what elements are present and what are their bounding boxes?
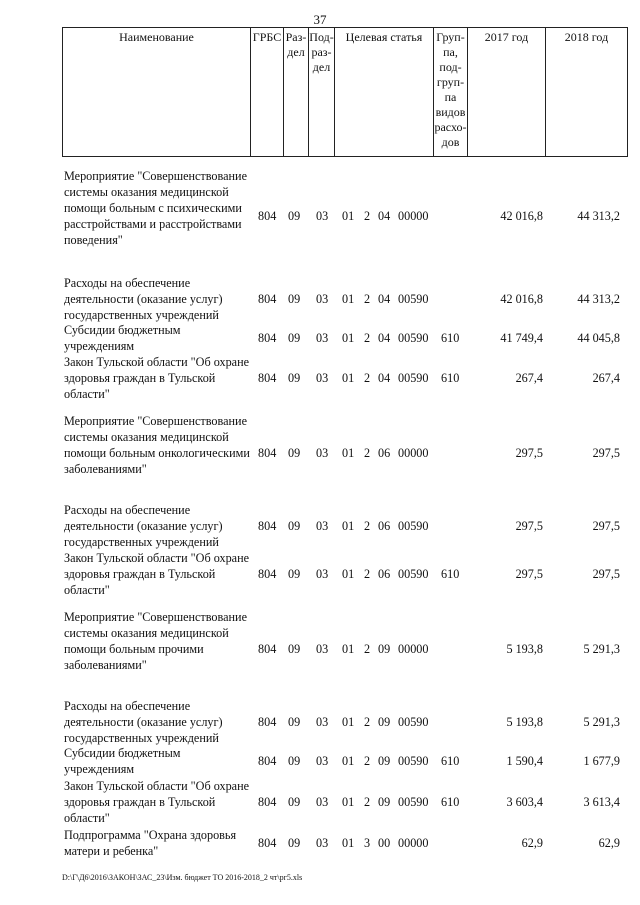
row-target-program: 01	[342, 567, 355, 581]
row-name: Мероприятие "Совершенствование системы оказания медицинской помощи больным онкологическими заболеваниями"	[64, 414, 250, 476]
header-group-line: расхо-	[434, 120, 467, 134]
row-razdel: 09	[288, 519, 301, 533]
row-value-2017: 297,5	[515, 519, 543, 533]
row-value-2017: 297,5	[515, 446, 543, 460]
header-group-line: па,	[443, 45, 458, 59]
row-target-direction: 00590	[398, 331, 429, 345]
row-target-event: 04	[378, 292, 391, 306]
row-target-subprogram: 2	[364, 331, 371, 345]
header-podrazdel-line: Под-	[309, 30, 334, 44]
table-row	[0, 745, 640, 777]
row-name: Расходы на обеспечение деятельности (оказание услуг) государственных учреждений	[64, 276, 223, 322]
table-row	[0, 322, 640, 354]
row-name: Субсидии бюджетным учреждениям	[64, 323, 181, 353]
row-target-direction: 00590	[398, 754, 429, 768]
row-razdel: 09	[288, 642, 301, 656]
header-divider	[627, 27, 628, 157]
row-razdel: 09	[288, 371, 301, 385]
row-podrazdel: 03	[316, 567, 329, 581]
row-value-2018: 44 313,2	[577, 209, 620, 223]
header-divider	[334, 27, 335, 157]
row-expense-type: 610	[441, 795, 460, 809]
row-podrazdel: 03	[316, 642, 329, 656]
row-target-program: 01	[342, 446, 355, 460]
header-group-line: под-	[439, 60, 462, 74]
row-value-2017: 297,5	[515, 567, 543, 581]
header-2018: 2018 год	[564, 30, 609, 44]
row-value-2018: 5 291,3	[583, 642, 620, 656]
row-value-2017: 42 016,8	[500, 292, 543, 306]
row-value-2017: 5 193,8	[506, 715, 543, 729]
row-grbs: 804	[258, 567, 277, 581]
row-podrazdel: 03	[316, 292, 329, 306]
row-target-program: 01	[342, 795, 355, 809]
row-value-2018: 5 291,3	[583, 715, 620, 729]
table-row	[0, 609, 640, 689]
row-target-event: 04	[378, 371, 391, 385]
row-value-2018: 267,4	[592, 371, 620, 385]
row-value-2017: 1 590,4	[506, 754, 543, 768]
row-target-subprogram: 2	[364, 209, 371, 223]
row-value-2018: 3 613,4	[583, 795, 620, 809]
header-divider	[545, 27, 546, 157]
row-grbs: 804	[258, 371, 277, 385]
row-target-event: 06	[378, 446, 391, 460]
header-divider	[62, 27, 63, 157]
row-razdel: 09	[288, 567, 301, 581]
header-divider	[467, 27, 468, 157]
header-target: Целевая статья	[345, 30, 423, 44]
table-row	[0, 275, 640, 323]
row-target-program: 01	[342, 331, 355, 345]
row-value-2017: 3 603,4	[506, 795, 543, 809]
row-razdel: 09	[288, 209, 301, 223]
row-razdel: 09	[288, 836, 301, 850]
row-target-direction: 00590	[398, 519, 429, 533]
row-target-event: 06	[378, 567, 391, 581]
row-target-direction: 00590	[398, 715, 429, 729]
row-value-2018: 44 045,8	[577, 331, 620, 345]
row-target-direction: 00000	[398, 446, 429, 460]
row-target-direction: 00590	[398, 292, 429, 306]
row-target-subprogram: 2	[364, 446, 371, 460]
header-2017: 2017 год	[484, 30, 529, 44]
row-expense-type: 610	[441, 754, 460, 768]
row-target-program: 01	[342, 836, 355, 850]
row-target-direction: 00000	[398, 209, 429, 223]
table-row	[0, 413, 640, 493]
row-target-program: 01	[342, 519, 355, 533]
header-group-line: па	[444, 90, 457, 104]
row-value-2017: 267,4	[515, 371, 543, 385]
row-target-event: 00	[378, 836, 391, 850]
row-podrazdel: 03	[316, 371, 329, 385]
header-razdel-line: дел	[287, 45, 305, 59]
row-target-direction: 00000	[398, 642, 429, 656]
row-target-subprogram: 2	[364, 371, 371, 385]
row-grbs: 804	[258, 715, 277, 729]
row-grbs: 804	[258, 754, 277, 768]
row-target-event: 09	[378, 715, 391, 729]
row-razdel: 09	[288, 331, 301, 345]
header-name: Наименование	[119, 30, 194, 44]
row-target-event: 04	[378, 331, 391, 345]
row-target-direction: 00590	[398, 567, 429, 581]
row-value-2018: 297,5	[592, 519, 620, 533]
row-value-2018: 297,5	[592, 446, 620, 460]
row-grbs: 804	[258, 446, 277, 460]
row-podrazdel: 03	[316, 519, 329, 533]
row-target-event: 09	[378, 795, 391, 809]
header-bottom-border	[62, 156, 628, 157]
file-path-footer: D:\Г\Д6\2016\ЗАКОН\ЗАС_23\Изм. бюджет ТО 2016-2018_2 чт\рг5.xls	[62, 873, 303, 882]
row-target-program: 01	[342, 754, 355, 768]
row-target-event: 06	[378, 519, 391, 533]
header-podrazdel-line: дел	[312, 60, 331, 74]
table-row	[0, 354, 640, 402]
row-grbs: 804	[258, 642, 277, 656]
row-expense-type: 610	[441, 567, 460, 581]
row-grbs: 804	[258, 292, 277, 306]
row-value-2018: 62,9	[598, 836, 620, 850]
header-group-line: Груп-	[436, 30, 465, 44]
row-name: Субсидии бюджетным учреждениям	[64, 746, 181, 776]
table-row	[0, 502, 640, 550]
row-podrazdel: 03	[316, 446, 329, 460]
row-podrazdel: 03	[316, 209, 329, 223]
row-name: Закон Тульской области "Об охране здоровья граждан в Тульской области"	[64, 551, 250, 597]
header-group	[434, 30, 467, 150]
header-divider	[250, 27, 251, 157]
row-target-subprogram: 2	[364, 795, 371, 809]
row-target-subprogram: 2	[364, 642, 371, 656]
row-target-program: 01	[342, 292, 355, 306]
row-target-event: 04	[378, 209, 391, 223]
row-grbs: 804	[258, 836, 277, 850]
row-value-2017: 5 193,8	[506, 642, 543, 656]
row-razdel: 09	[288, 715, 301, 729]
row-name: Подпрограмма "Охрана здоровья матери и ребенка"	[64, 828, 237, 858]
row-target-direction: 00590	[398, 795, 429, 809]
row-value-2018: 297,5	[592, 567, 620, 581]
header-grbs: ГРБС	[252, 30, 282, 44]
header-group-line: дов	[441, 135, 460, 149]
row-grbs: 804	[258, 331, 277, 345]
row-podrazdel: 03	[316, 754, 329, 768]
row-value-2017: 41 749,4	[500, 331, 543, 345]
row-razdel: 09	[288, 446, 301, 460]
row-name: Мероприятие "Совершенствование системы оказания медицинской помощи больным с психическими расстройствами и расстройствами поведения"	[64, 169, 247, 247]
row-target-subprogram: 2	[364, 292, 371, 306]
table-row	[0, 827, 640, 859]
row-target-subprogram: 3	[364, 836, 371, 850]
row-target-subprogram: 2	[364, 567, 371, 581]
row-name: Закон Тульской области "Об охране здоровья граждан в Тульской области"	[64, 355, 250, 401]
row-razdel: 09	[288, 795, 301, 809]
table-row	[0, 550, 640, 598]
header-razdel-line: Раз-	[285, 30, 307, 44]
row-name: Расходы на обеспечение деятельности (оказание услуг) государственных учреждений	[64, 699, 223, 745]
row-target-subprogram: 2	[364, 715, 371, 729]
row-value-2017: 62,9	[521, 836, 543, 850]
row-target-program: 01	[342, 209, 355, 223]
row-grbs: 804	[258, 209, 277, 223]
row-expense-type: 610	[441, 371, 460, 385]
row-target-program: 01	[342, 371, 355, 385]
row-target-event: 09	[378, 642, 391, 656]
row-value-2018: 44 313,2	[577, 292, 620, 306]
row-razdel: 09	[288, 754, 301, 768]
row-target-program: 01	[342, 715, 355, 729]
row-name: Расходы на обеспечение деятельности (оказание услуг) государственных учреждений	[64, 503, 223, 549]
table-row	[0, 168, 640, 264]
row-target-event: 09	[378, 754, 391, 768]
row-target-subprogram: 2	[364, 519, 371, 533]
row-target-direction: 00000	[398, 836, 429, 850]
row-podrazdel: 03	[316, 836, 329, 850]
row-target-subprogram: 2	[364, 754, 371, 768]
row-value-2017: 42 016,8	[500, 209, 543, 223]
row-value-2018: 1 677,9	[583, 754, 620, 768]
row-target-direction: 00590	[398, 371, 429, 385]
row-target-program: 01	[342, 642, 355, 656]
row-razdel: 09	[288, 292, 301, 306]
header-razdel	[284, 30, 308, 60]
row-grbs: 804	[258, 795, 277, 809]
row-podrazdel: 03	[316, 795, 329, 809]
row-podrazdel: 03	[316, 715, 329, 729]
row-podrazdel: 03	[316, 331, 329, 345]
row-name: Закон Тульской области "Об охране здоровья граждан в Тульской области"	[64, 779, 250, 825]
table-row	[0, 778, 640, 826]
table-row	[0, 698, 640, 746]
row-grbs: 804	[258, 519, 277, 533]
header-group-line: видов	[435, 105, 466, 119]
header-top-border	[62, 27, 628, 28]
header-podrazdel	[309, 30, 334, 75]
row-name: Мероприятие "Совершенствование системы оказания медицинской помощи больным прочими заболеваниями"	[64, 610, 247, 672]
page-number: 37	[313, 12, 327, 27]
header-podrazdel-line: раз-	[311, 45, 332, 59]
header-group-line: груп-	[436, 75, 465, 89]
row-expense-type: 610	[441, 331, 460, 345]
